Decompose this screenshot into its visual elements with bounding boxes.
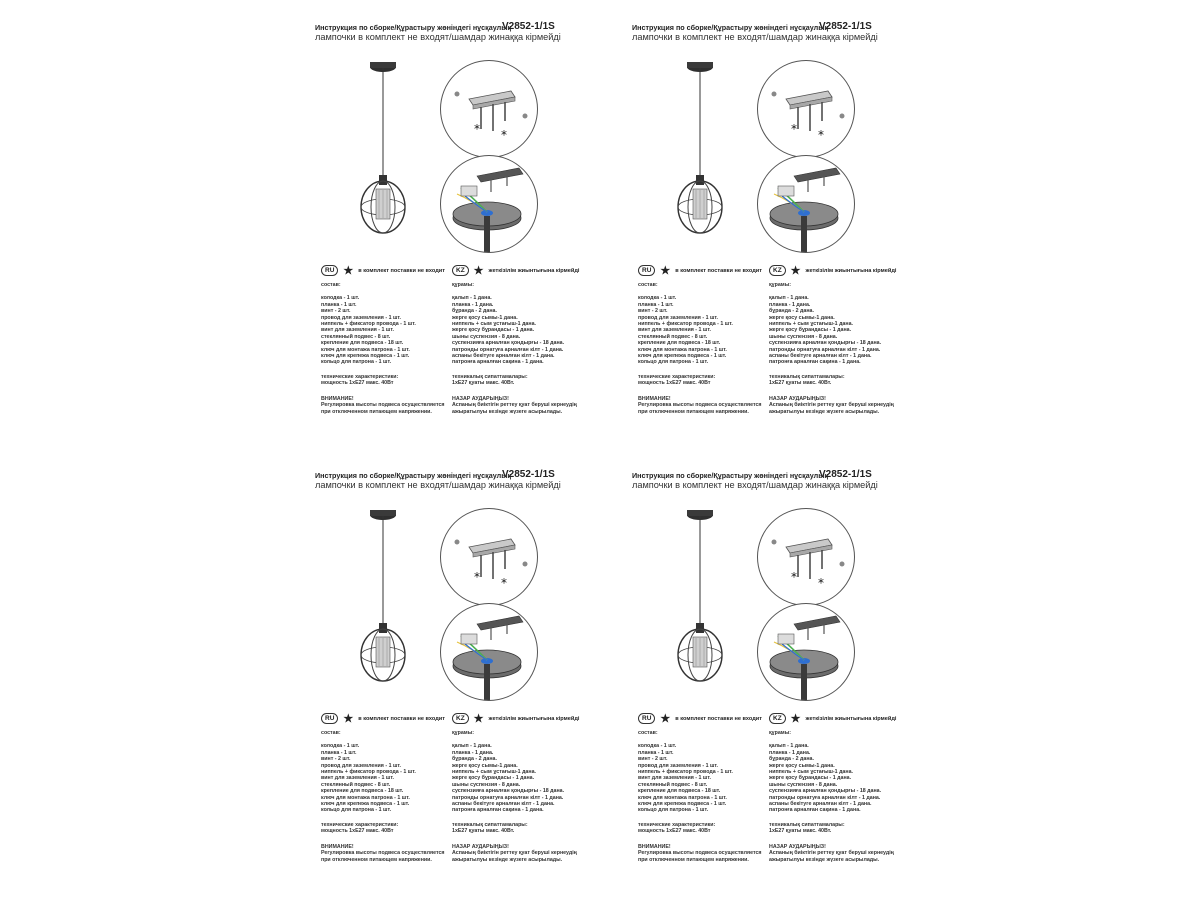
kz-warning-text: Аспаның биіктігін реттеу қуат беруші кернеудің (452, 850, 577, 857)
kz-tech-title: техникалық сипаттамалары: (769, 821, 845, 828)
instruction-sheet (315, 20, 635, 440)
ru-tech-title: технические характеристики: (638, 821, 716, 828)
ru-contents (638, 282, 762, 415)
list-item: патронды орнатуға арналған кілт - 1 дана. (769, 346, 881, 353)
svg-text:*: * (501, 576, 507, 590)
ru-contents-title: состав: (638, 730, 658, 736)
list-item: қалып - 1 дана. (452, 295, 492, 302)
svg-text:*: * (501, 128, 507, 142)
ru-tech-value: мощность 1хE27 макс. 40Вт (321, 380, 394, 387)
mounting-bar-icon (757, 508, 855, 606)
list-item: суспензияға арналған қондырғы - 18 дана. (452, 340, 565, 347)
kz-note-text: жеткізілім жиынтығына кірмейді (805, 267, 897, 274)
list-item: винт для заземления - 1 шт. (321, 775, 394, 782)
mounting-bar-icon (757, 60, 855, 158)
list-item: патронды орнатуға арналған кілт - 1 дана. (769, 794, 881, 801)
list-item: колодка - 1 шт. (321, 295, 360, 302)
list-item: винт - 2 шт. (638, 308, 668, 315)
ru-badge: RU (321, 713, 338, 724)
list-item: планка - 1 дана. (452, 749, 494, 756)
list-item: ниппель + фиксатор провода - 1 шт. (638, 321, 733, 328)
kz-contents (452, 282, 577, 415)
star-icon: ★ (790, 712, 801, 725)
kz-contents (769, 730, 894, 863)
ru-note-text: в комплект поставки не входит (675, 267, 762, 274)
list-item: суспензияға арналған қондырғы - 18 дана. (769, 340, 882, 347)
ru-warning-text: Регулировка высоты подвеса осуществляется (638, 402, 762, 409)
list-item: ключ для крепежа подвеса - 1 шт. (638, 801, 727, 808)
ru-tech-title: технические характеристики: (638, 373, 716, 380)
kz-note-text: жеткізілім жиынтығына кірмейді (488, 715, 580, 722)
list-item: крепление для подвеса - 18 шт. (638, 788, 721, 795)
kz-warning-text: Аспаның биіктігін реттеу қуат беруші кернеудің (769, 402, 894, 409)
list-item: ключ для монтажа патрона - 1 шт. (321, 794, 410, 801)
star-icon: ★ (660, 264, 671, 277)
list-item: бұранда - 2 дана. (769, 756, 814, 763)
kz-note (769, 265, 896, 276)
list-item: суспензияға арналған қондырғы - 18 дана. (452, 788, 565, 795)
list-item: аспаны бекітуге арналған кілт - 1 дана. (769, 353, 872, 360)
sheet-title: Инструкция по сборке/Құрастыру жөніндегі нұсқаулық (632, 23, 828, 32)
list-item: патронды орнатуға арналған кілт - 1 дана. (452, 794, 564, 801)
list-item: ключ для крепежа подвеса - 1 шт. (321, 801, 410, 808)
list-item: патронға арналған сақина - 1 дана. (769, 807, 861, 814)
list-item: колодка - 1 шт. (638, 743, 677, 750)
ru-warning-title: ВНИМАНИЕ! (321, 395, 354, 402)
kz-badge: KZ (452, 713, 469, 724)
kz-warning-title: НАЗАР АУДАРЫҢЫЗ! (452, 395, 509, 402)
list-item: планка - 1 дана. (452, 301, 494, 308)
list-item: шыны суспензия - 8 дана. (452, 781, 521, 788)
kz-note-text: жеткізілім жиынтығына кірмейді (805, 715, 897, 722)
kz-warning-text: Аспаның биіктігін реттеу қуат беруші кернеудің (452, 402, 577, 409)
instruction-sheet (632, 20, 952, 440)
list-item: планка - 1 шт. (321, 301, 357, 308)
ru-contents (321, 730, 445, 863)
sheet-subtitle: лампочки в комплект не входят/шамдар жинаққа кірмейді (632, 480, 878, 490)
model-number: V2852-1/1S (819, 469, 872, 480)
sheet-title: Инструкция по сборке/Құрастыру жөніндегі нұсқаулық (632, 471, 828, 480)
sheet-subtitle: лампочки в комплект не входят/шамдар жинаққа кірмейді (315, 480, 561, 490)
list-item: жерге қосу сымы-1 дана. (769, 314, 835, 321)
ru-warning-title: ВНИМАНИЕ! (638, 843, 671, 850)
ru-note (321, 265, 445, 276)
kz-warning-title: НАЗАР АУДАРЫҢЫЗ! (769, 843, 826, 850)
list-item: жерге қосу бұрандасы - 1 дана. (452, 775, 535, 782)
list-item: аспаны бекітуге арналған кілт - 1 дана. (769, 801, 872, 808)
ru-warning-text: Регулировка высоты подвеса осуществляется (321, 402, 445, 409)
kz-contents-title: құрамы: (769, 730, 791, 736)
kz-tech-value: 1хE27 қуаты макс. 40Вт. (769, 828, 832, 835)
list-item: провод для заземления - 1 шт. (321, 762, 402, 769)
list-item: стеклянный подвес - 8 шт. (638, 781, 708, 788)
list-item: планка - 1 шт. (321, 749, 357, 756)
instruction-sheet (632, 468, 952, 888)
list-item: қалып - 1 дана. (769, 743, 809, 750)
star-icon: ★ (343, 264, 354, 277)
list-item: винт - 2 шт. (321, 308, 351, 315)
list-item: планка - 1 шт. (638, 301, 674, 308)
pendant-lamp-icon (339, 57, 429, 252)
list-item: аспаны бекітуге арналған кілт - 1 дана. (452, 353, 555, 360)
list-item: винт для заземления - 1 шт. (638, 775, 711, 782)
ru-contents (321, 282, 445, 415)
kz-badge: KZ (769, 265, 786, 276)
list-item: қалып - 1 дана. (452, 743, 492, 750)
list-item: жерге қосу бұрандасы - 1 дана. (452, 327, 535, 334)
pendant-lamp-icon (656, 505, 746, 700)
kz-warning-text: ажыратылуы кезінде жүзеге асырылады. (769, 408, 880, 415)
ru-tech-value: мощность 1хE27 макс. 40Вт (638, 380, 711, 387)
list-item: провод для заземления - 1 шт. (321, 314, 402, 321)
list-item: патронға арналған сақина - 1 дана. (769, 359, 861, 366)
ru-warning-title: ВНИМАНИЕ! (638, 395, 671, 402)
list-item: ключ для крепежа подвеса - 1 шт. (638, 353, 727, 360)
list-item: провод для заземления - 1 шт. (638, 762, 719, 769)
ru-note-text: в комплект поставки не входит (675, 715, 762, 722)
ceiling-cup-icon (440, 603, 538, 701)
kz-warning-text: Аспаның биіктігін реттеу қуат беруші кернеудің (769, 850, 894, 857)
ru-contents-title: состав: (321, 730, 341, 736)
list-item: кольцо для патрона - 1 шт. (638, 807, 709, 814)
list-item: винт для заземления - 1 шт. (638, 327, 711, 334)
list-item: ниппель + фиксатор провода - 1 шт. (321, 321, 416, 328)
ceiling-cup-icon (757, 603, 855, 701)
kz-warning-text: ажыратылуы кезінде жүзеге асырылады. (452, 408, 563, 415)
pendant-lamp-icon (339, 505, 429, 700)
ru-contents-title: состав: (638, 282, 658, 288)
kz-tech-title: техникалық сипаттамалары: (452, 373, 528, 380)
model-number: V2852-1/1S (502, 469, 555, 480)
kz-warning-title: НАЗАР АУДАРЫҢЫЗ! (452, 843, 509, 850)
ru-tech-value: мощность 1хE27 макс. 40Вт (321, 828, 394, 835)
ru-warning-text: при отключенном питающем напряжении. (321, 856, 432, 863)
model-number: V2852-1/1S (819, 21, 872, 32)
list-item: планка - 1 шт. (638, 749, 674, 756)
ru-note-text: в комплект поставки не входит (358, 715, 445, 722)
ru-note-text: в комплект поставки не входит (358, 267, 445, 274)
kz-contents-title: құрамы: (452, 730, 474, 736)
instruction-sheet (315, 468, 635, 888)
sheet-subtitle: лампочки в комплект не входят/шамдар жинаққа кірмейді (315, 32, 561, 42)
kz-tech-title: техникалық сипаттамалары: (452, 821, 528, 828)
list-item: патронға арналған сақина - 1 дана. (452, 359, 544, 366)
star-icon: ★ (473, 712, 484, 725)
list-item: ниппель + фиксатор провода - 1 шт. (321, 769, 416, 776)
kz-warning-text: ажыратылуы кезінде жүзеге асырылады. (769, 856, 880, 863)
list-item: ниппель + фиксатор провода - 1 шт. (638, 769, 733, 776)
svg-text:*: * (791, 570, 797, 584)
star-icon: ★ (790, 264, 801, 277)
ru-badge: RU (638, 713, 655, 724)
list-item: патронға арналған сақина - 1 дана. (452, 807, 544, 814)
list-item: колодка - 1 шт. (638, 295, 677, 302)
list-item: суспензияға арналған қондырғы - 18 дана. (769, 788, 882, 795)
list-item: стеклянный подвес - 8 шт. (321, 333, 391, 340)
kz-note (452, 713, 579, 724)
list-item: жерге қосу бұрандасы - 1 дана. (769, 327, 852, 334)
svg-text:*: * (791, 122, 797, 136)
list-item: аспаны бекітуге арналған кілт - 1 дана. (452, 801, 555, 808)
list-item: провод для заземления - 1 шт. (638, 314, 719, 321)
sheet-title: Инструкция по сборке/Құрастыру жөніндегі нұсқаулық (315, 471, 511, 480)
list-item: кольцо для патрона - 1 шт. (321, 359, 392, 366)
kz-tech-value: 1хE27 қуаты макс. 40Вт. (769, 380, 832, 387)
list-item: винт для заземления - 1 шт. (321, 327, 394, 334)
list-item: шыны суспензия - 8 дана. (769, 781, 838, 788)
list-item: бұранда - 2 дана. (452, 308, 497, 315)
ru-note (638, 713, 762, 724)
kz-badge: KZ (452, 265, 469, 276)
mounting-bar-icon (440, 508, 538, 606)
list-item: крепление для подвеса - 18 шт. (321, 788, 404, 795)
list-item: шыны суспензия - 8 дана. (769, 333, 838, 340)
ru-warning-text: при отключенном питающем напряжении. (638, 856, 749, 863)
ru-warning-text: Регулировка высоты подвеса осуществляется (638, 850, 762, 857)
list-item: стеклянный подвес - 8 шт. (638, 333, 708, 340)
svg-text:*: * (474, 122, 480, 136)
list-item: шыны суспензия - 8 дана. (452, 333, 521, 340)
list-item: патронды орнатуға арналған кілт - 1 дана. (452, 346, 564, 353)
ceiling-cup-icon (757, 155, 855, 253)
list-item: бұранда - 2 дана. (452, 756, 497, 763)
svg-text:*: * (818, 576, 824, 590)
list-item: кольцо для патрона - 1 шт. (638, 359, 709, 366)
list-item: ключ для монтажа патрона - 1 шт. (638, 346, 727, 353)
mounting-bar-icon (440, 60, 538, 158)
svg-text:*: * (474, 570, 480, 584)
ru-tech-title: технические характеристики: (321, 821, 399, 828)
list-item: ключ для монтажа патрона - 1 шт. (321, 346, 410, 353)
model-number: V2852-1/1S (502, 21, 555, 32)
kz-note (452, 265, 579, 276)
kz-note (769, 713, 896, 724)
ru-badge: RU (321, 265, 338, 276)
list-item: жерге қосу сымы-1 дана. (769, 762, 835, 769)
list-item: ключ для монтажа патрона - 1 шт. (638, 794, 727, 801)
list-item: винт - 2 шт. (638, 756, 668, 763)
ru-tech-value: мощность 1хE27 макс. 40Вт (638, 828, 711, 835)
star-icon: ★ (343, 712, 354, 725)
kz-warning-text: ажыратылуы кезінде жүзеге асырылады. (452, 856, 563, 863)
sheet-subtitle: лампочки в комплект не входят/шамдар жинаққа кірмейді (632, 32, 878, 42)
ru-note (638, 265, 762, 276)
ru-warning-title: ВНИМАНИЕ! (321, 843, 354, 850)
ru-contents-title: состав: (321, 282, 341, 288)
list-item: жерге қосу бұрандасы - 1 дана. (769, 775, 852, 782)
kz-warning-title: НАЗАР АУДАРЫҢЫЗ! (769, 395, 826, 402)
list-item: стеклянный подвес - 8 шт. (321, 781, 391, 788)
ceiling-cup-icon (440, 155, 538, 253)
kz-tech-title: техникалық сипаттамалары: (769, 373, 845, 380)
list-item: ниппель + сым ұстағыш-1 дана. (769, 769, 854, 776)
star-icon: ★ (473, 264, 484, 277)
list-item: планка - 1 дана. (769, 749, 811, 756)
list-item: ниппель + сым ұстағыш-1 дана. (452, 321, 537, 328)
list-item: ниппель + сым ұстағыш-1 дана. (769, 321, 854, 328)
list-item: планка - 1 дана. (769, 301, 811, 308)
ru-badge: RU (638, 265, 655, 276)
ru-contents (638, 730, 762, 863)
sheet-title: Инструкция по сборке/Құрастыру жөніндегі нұсқаулық (315, 23, 511, 32)
kz-tech-value: 1хE27 қуаты макс. 40Вт. (452, 380, 515, 387)
list-item: колодка - 1 шт. (321, 743, 360, 750)
kz-contents-title: құрамы: (452, 282, 474, 288)
kz-contents-title: құрамы: (769, 282, 791, 288)
list-item: винт - 2 шт. (321, 756, 351, 763)
kz-tech-value: 1хE27 қуаты макс. 40Вт. (452, 828, 515, 835)
list-item: кольцо для патрона - 1 шт. (321, 807, 392, 814)
list-item: ключ для крепежа подвеса - 1 шт. (321, 353, 410, 360)
ru-warning-text: при отключенном питающем напряжении. (638, 408, 749, 415)
ru-note (321, 713, 445, 724)
star-icon: ★ (660, 712, 671, 725)
list-item: бұранда - 2 дана. (769, 308, 814, 315)
kz-note-text: жеткізілім жиынтығына кірмейді (488, 267, 580, 274)
kz-contents (452, 730, 577, 863)
kz-badge: KZ (769, 713, 786, 724)
ru-warning-text: при отключенном питающем напряжении. (321, 408, 432, 415)
list-item: крепление для подвеса - 18 шт. (321, 340, 404, 347)
ru-warning-text: Регулировка высоты подвеса осуществляется (321, 850, 445, 857)
ru-tech-title: технические характеристики: (321, 373, 399, 380)
list-item: қалып - 1 дана. (769, 295, 809, 302)
list-item: жерге қосу сымы-1 дана. (452, 762, 518, 769)
pendant-lamp-icon (656, 57, 746, 252)
svg-text:*: * (818, 128, 824, 142)
list-item: ниппель + сым ұстағыш-1 дана. (452, 769, 537, 776)
kz-contents (769, 282, 894, 415)
list-item: жерге қосу сымы-1 дана. (452, 314, 518, 321)
list-item: крепление для подвеса - 18 шт. (638, 340, 721, 347)
